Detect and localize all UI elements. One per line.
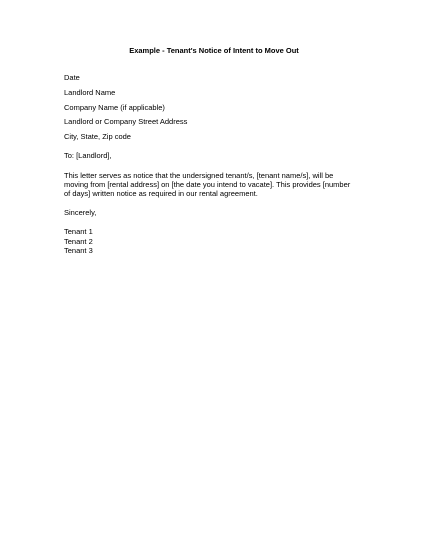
paragraph-line: This letter serves as notice that the undersigned tenant/s, [tenant name/s], will be [64,170,334,180]
letter-body [64,73,364,255]
closing: Sincerely, [64,208,97,218]
signature-tenant-1: Tenant 1 [64,227,93,237]
date-line: Date [64,73,80,82]
document-title: Example - Tenant's Notice of Intent to Move Out [129,46,299,55]
paragraph-line: moving from [rental address] on [the date you intend to vacate]. This provides [number [64,179,351,189]
street-address-line: Landlord or Company Street Address [64,117,188,127]
salutation: To: [Landlord], [64,151,112,161]
city-state-zip-line: City, State, Zip code [64,132,131,142]
landlord-name-line: Landlord Name [64,87,116,97]
company-name-line: Company Name (if applicable) [64,102,165,112]
notice-paragraph [64,171,364,199]
signature-tenant-3: Tenant 3 [64,245,93,255]
paragraph-line: of days] written notice as required in our rental agreement. [64,189,258,198]
signature-tenant-2: Tenant 2 [64,236,93,246]
